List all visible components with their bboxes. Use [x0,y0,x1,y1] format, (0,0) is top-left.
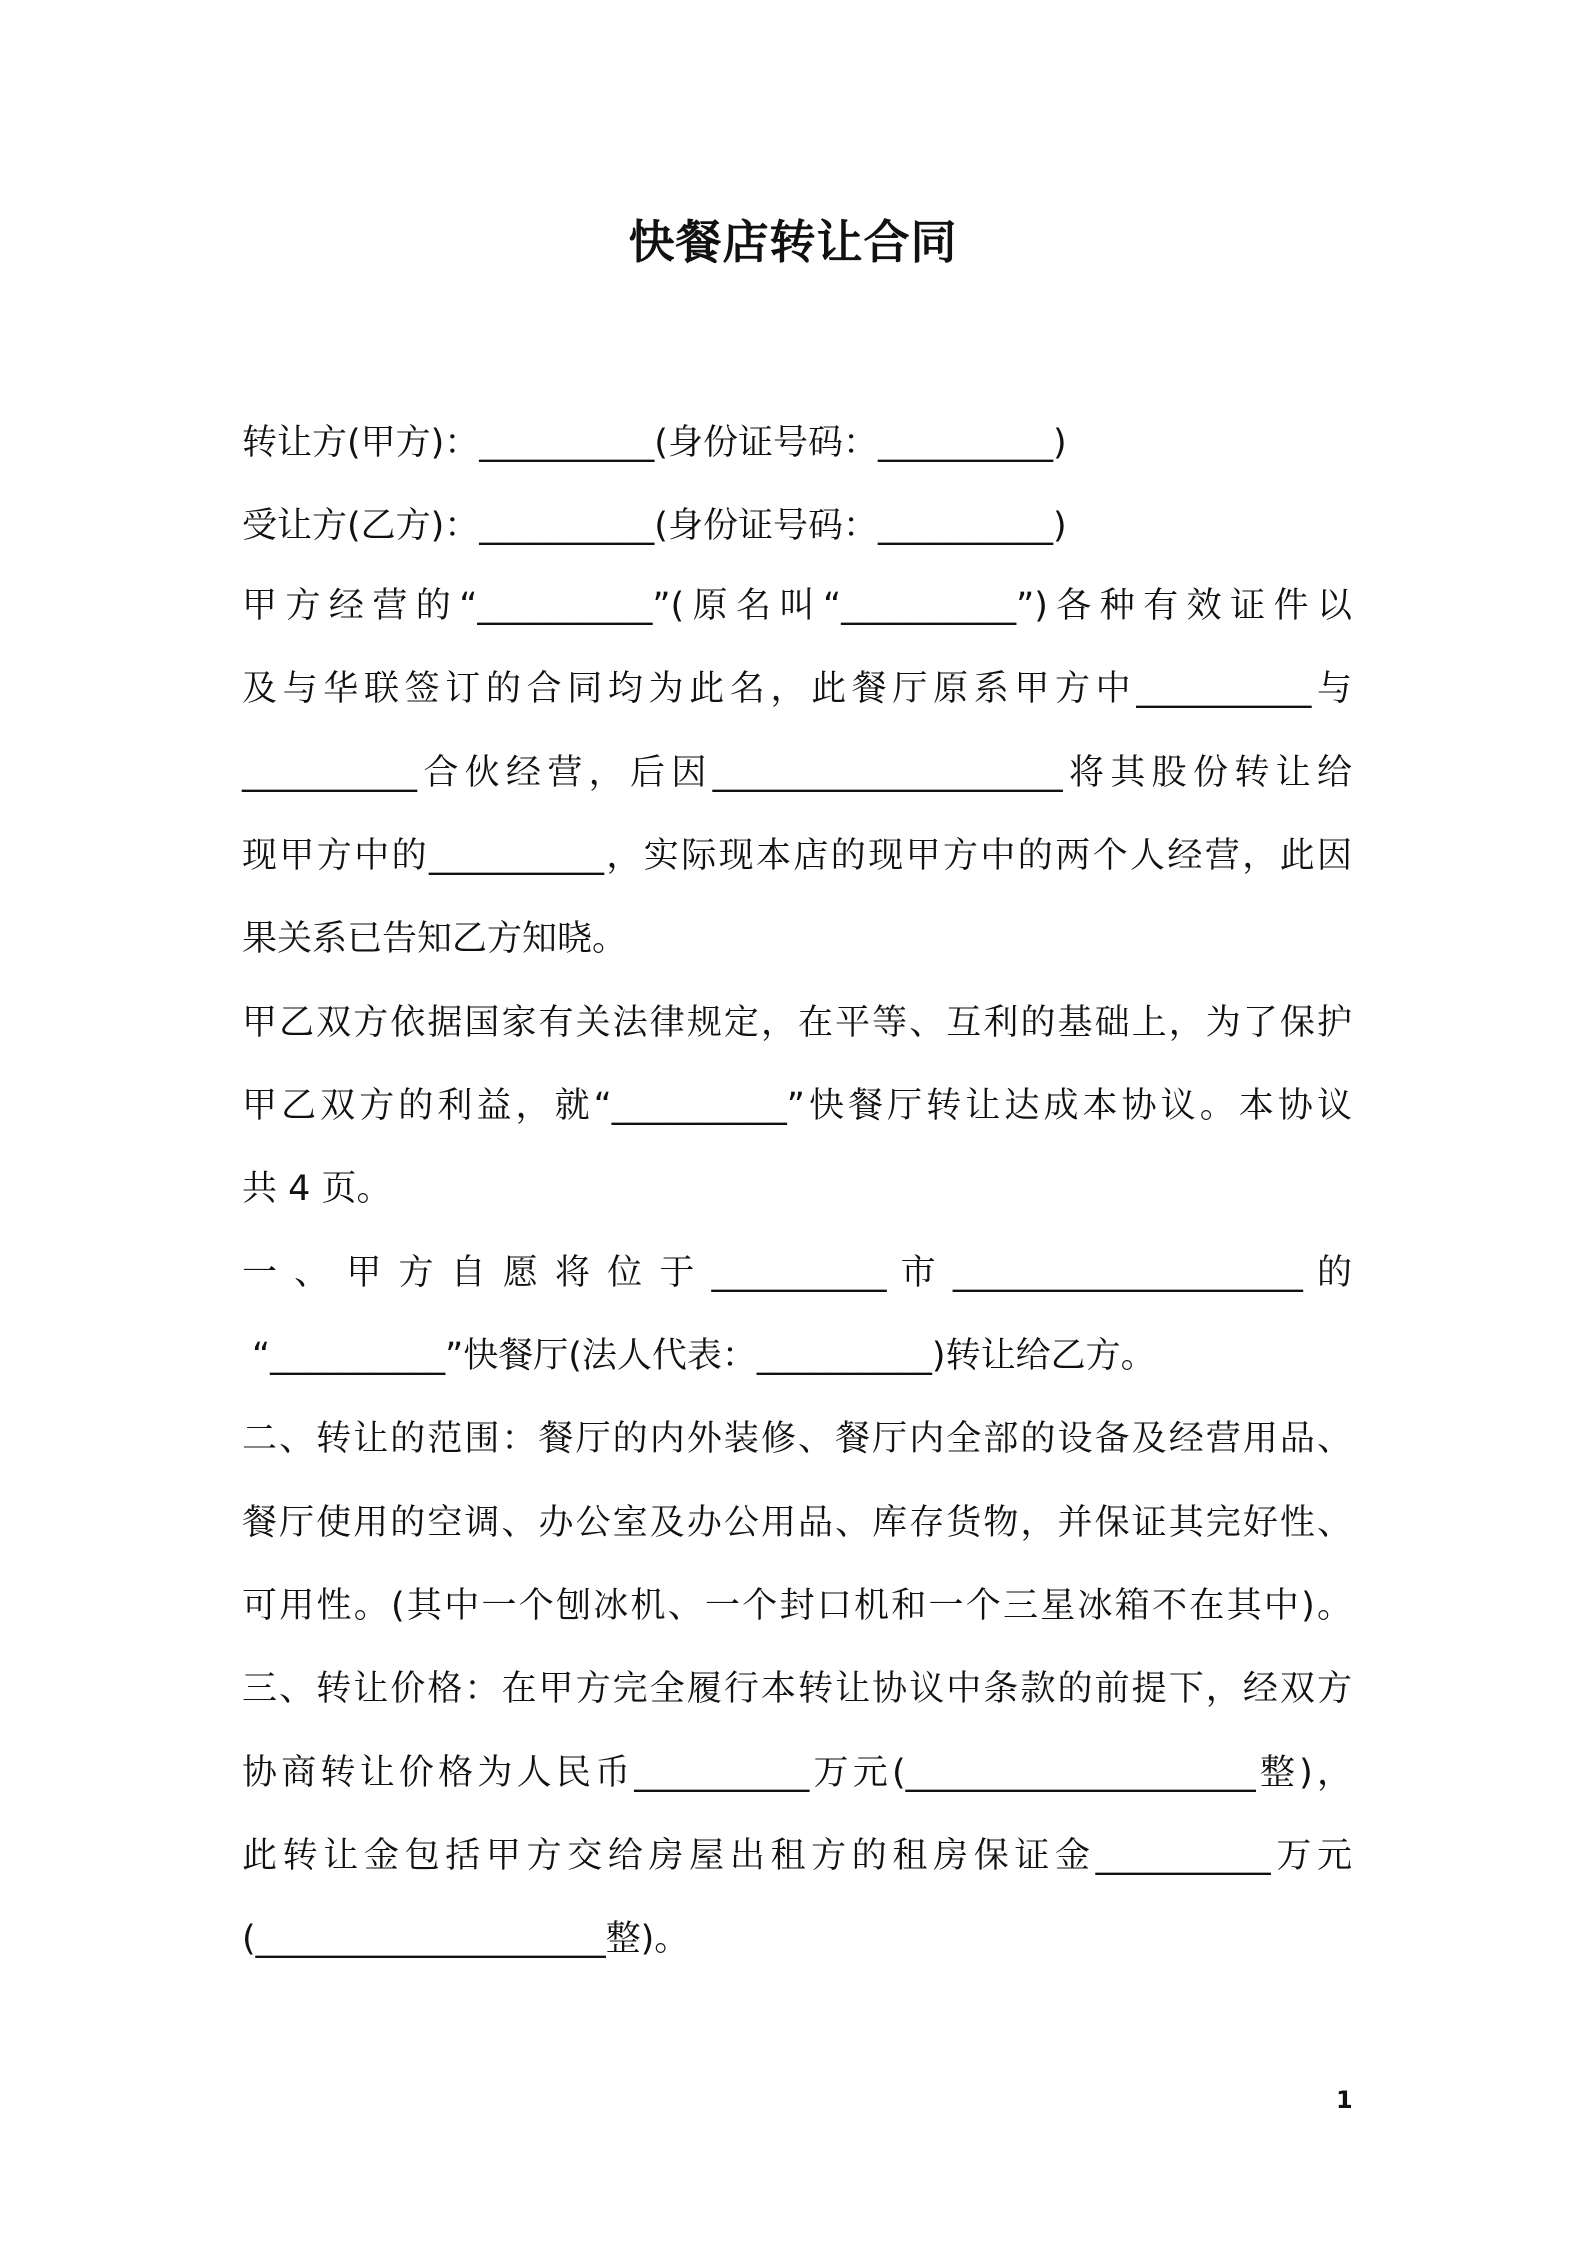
clause-3-line: 三、转让价格：在甲方完全履行本转让协议中条款的前提下，经双方 [242,1669,1352,1709]
clause-3-line: (____________________整)。 [242,1919,690,1959]
clause-1-line: “__________”快餐厅(法人代表：__________)转让给乙方。 [252,1336,1156,1376]
paragraph-line: 现甲方中的__________，实际现本店的现甲方中的两个人经营，此因 [242,836,1352,876]
paragraph-line: 及与华联签订的合同均为此名，此餐厅原系甲方中__________与 [242,669,1352,709]
paragraph-line: 共 4 页。 [242,1169,392,1209]
paragraph-line: __________合伙经营，后因____________________将其股份转让给 [242,753,1352,793]
clause-3-line: 此转让金包括甲方交给房屋出租方的租房保证金__________万元 [242,1836,1352,1876]
clause-2-line: 二、转让的范围：餐厅的内外装修、餐厅内全部的设备及经营用品、 [242,1419,1352,1459]
clause-3-line: 协商转让价格为人民币__________万元(____________________整)， [242,1753,1352,1793]
paragraph-line: 甲乙双方的利益，就“__________”快餐厅转让达成本协议。本协议 [242,1086,1352,1126]
paragraph-line: 甲方经营的“__________”(原名叫“__________”)各种有效证件以 [242,586,1352,626]
page-number: 1 [1336,2086,1353,2114]
paragraph-line: 果关系已告知乙方知晓。 [242,919,628,959]
paragraph-line: 甲乙双方依据国家有关法律规定，在平等、互利的基础上，为了保护 [242,1003,1352,1043]
document-title: 快餐店转让合同 [628,215,958,269]
clause-2-line: 餐厅使用的空调、办公室及办公用品、库存货物，并保证其完好性、 [242,1503,1352,1543]
transferee-line: 受让方(乙方)：__________(身份证号码：__________) [242,506,1067,546]
transferor-line: 转让方(甲方)：__________(身份证号码：__________) [242,423,1067,463]
clause-1-line: 一 、 甲 方 自 愿 将 位 于 __________ 市 ____________________ 的 [242,1253,1352,1293]
clause-2-line: 可用性。(其中一个刨冰机、一个封口机和一个三星冰箱不在其中)。 [242,1586,1352,1626]
